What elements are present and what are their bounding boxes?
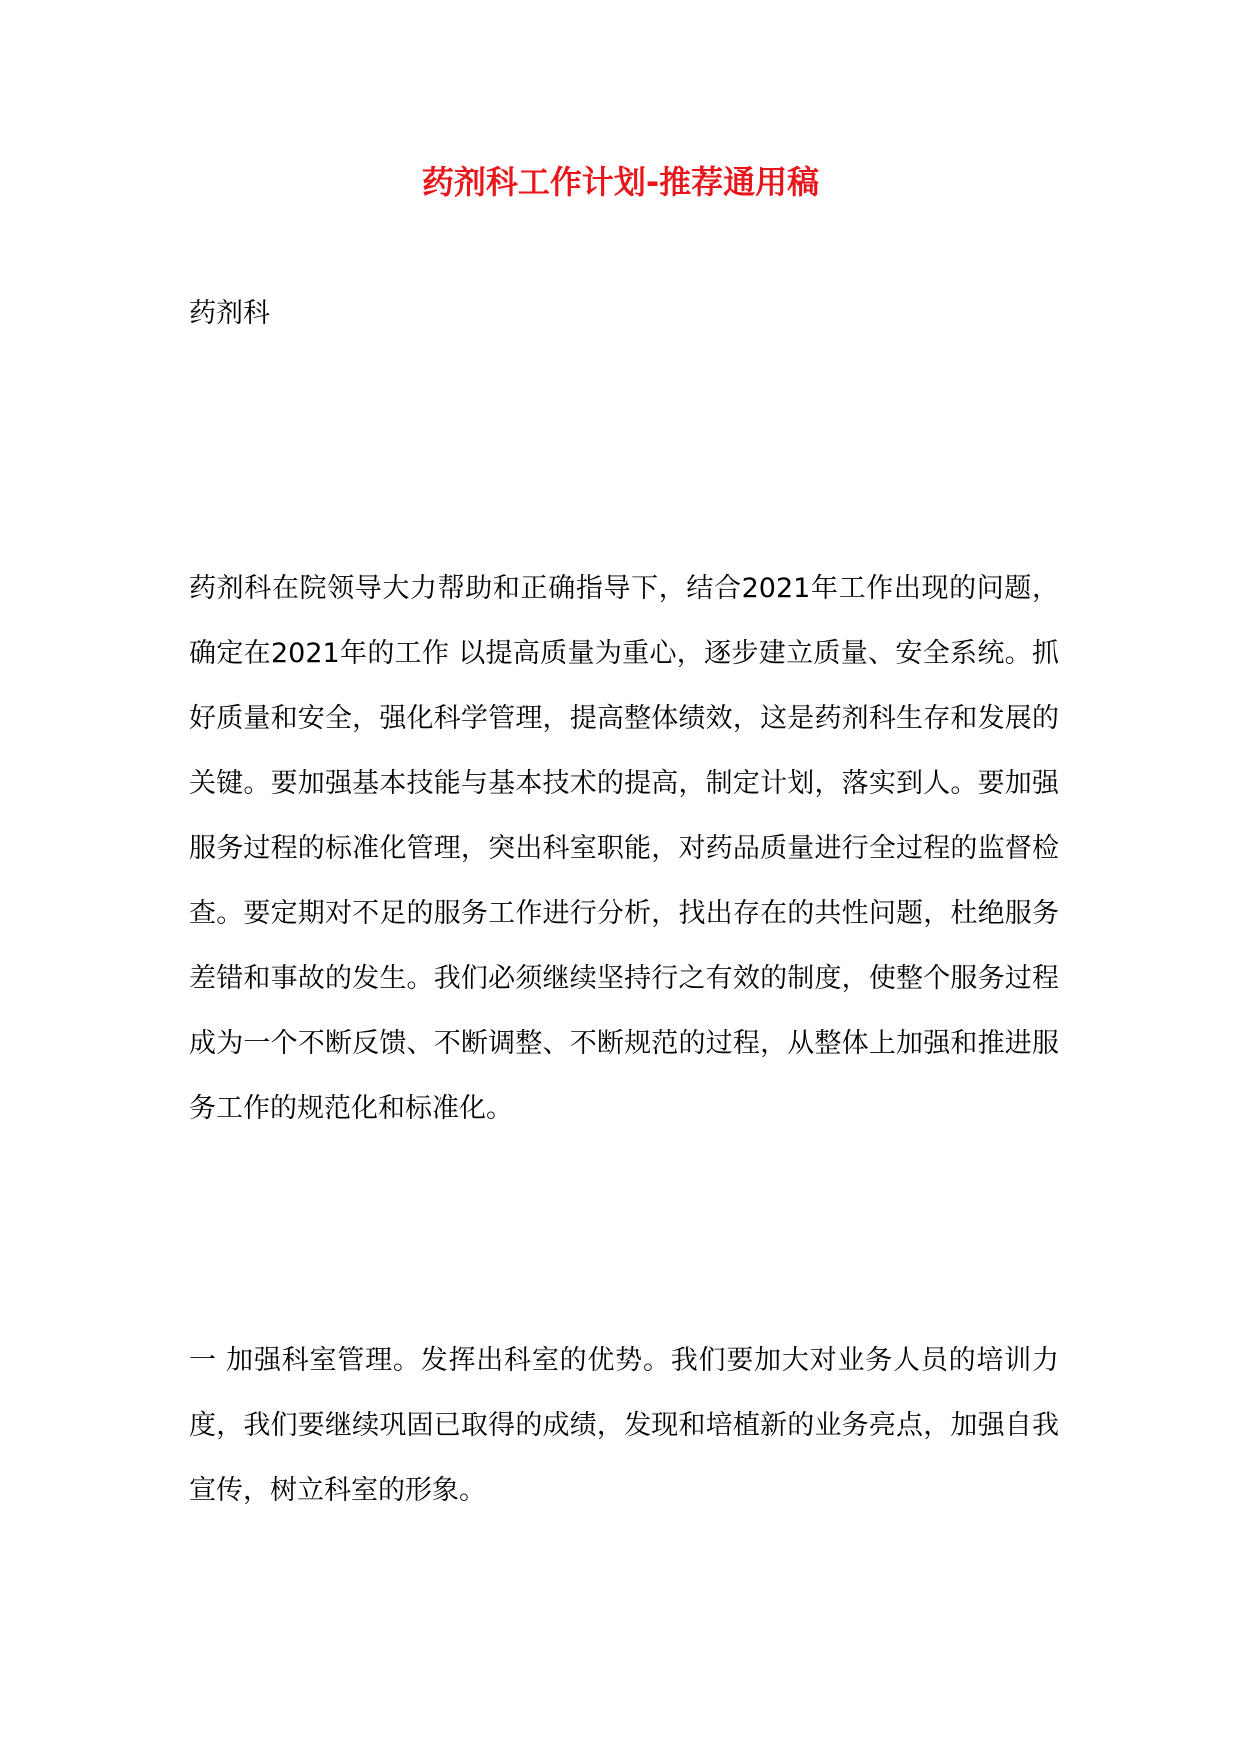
document-title: 药剂科工作计划-推荐通用稿	[421, 163, 820, 201]
department-label: 药剂科	[189, 298, 270, 329]
body-paragraph-2: 一 加强科室管理。发挥出科室的优势。我们要加大对业务人员的培训力度，我们要继续巩固已取得的成绩，发现和培植新的业务亮点，加强自我宣传，树立科室的形象。	[189, 1345, 1059, 1506]
body-paragraph-1: 药剂科在院领导大力帮助和正确指导下，结合2021年工作出现的问题，确定在2021年的工作 以提高质量为重心，逐步建立质量、安全系统。抓好质量和安全，强化科学管理，提高整体绩效，这是药剂科生存和发展的关键。要加强基本技能与基本技术的提高，制定计划，落实到人。要加强服务过程的标准化管理，突出科室职能，对药品质量进行全过程的监督检查。要定期对不足的服务工作进行分析，找出存在的共性问题，杜绝服务差错和事故的发生。我们必须继续坚持行之有效的制度，使整个服务过程成为一个不断反馈、不断调整、不断规范的过程，从整体上加强和推进服务工作的规范化和标准化。	[189, 573, 1059, 1124]
